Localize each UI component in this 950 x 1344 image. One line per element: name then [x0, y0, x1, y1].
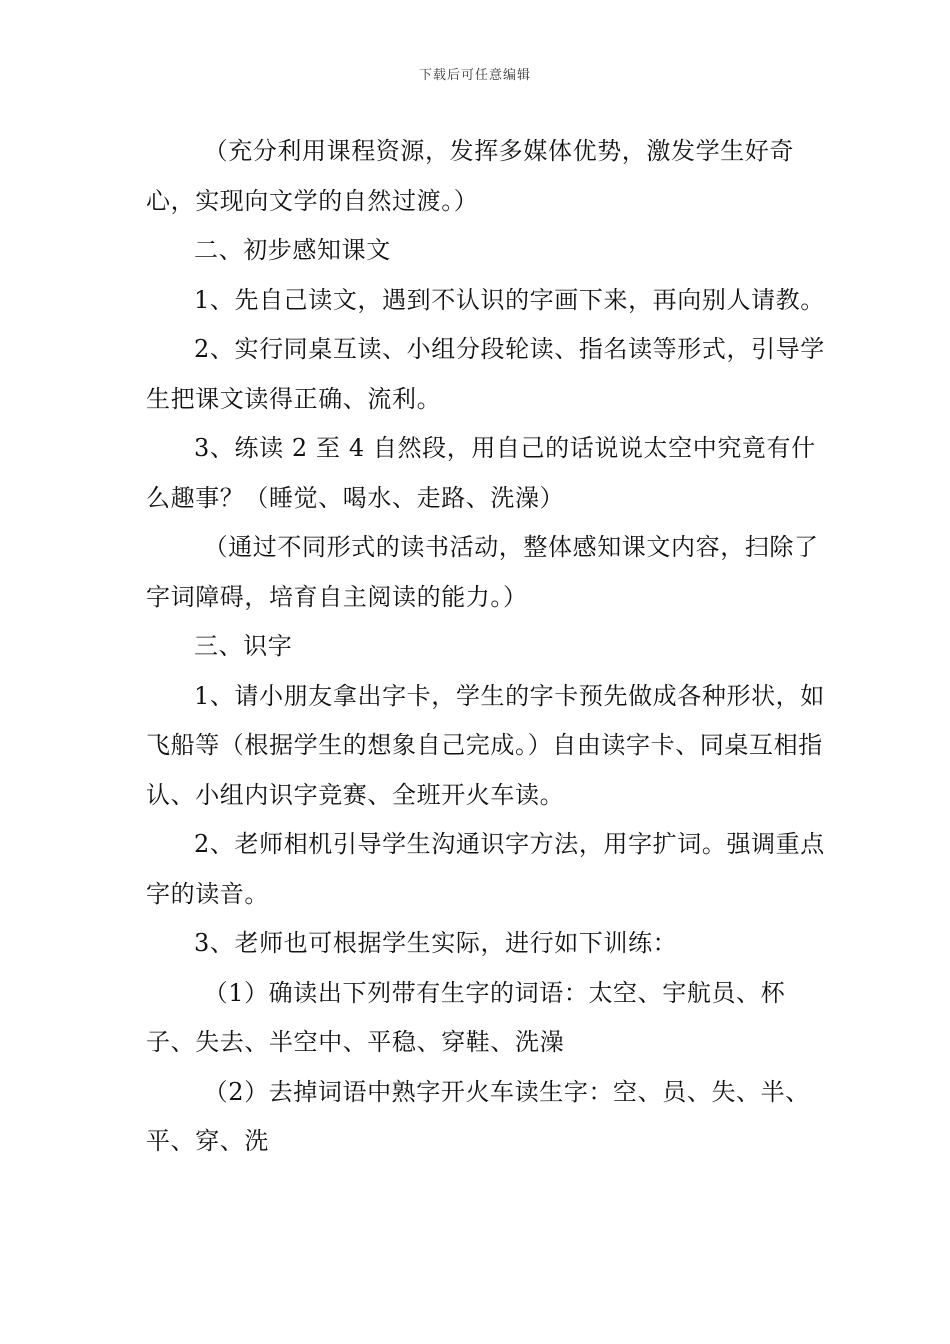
- paragraph-literacy-2: 2、老师相机引导学生沟通识字方法，用字扩词。强调重点字的读音。: [146, 830, 825, 908]
- section-heading-3: 三、识字: [194, 632, 293, 660]
- page-header: 下载后可任意编辑: [418, 68, 531, 83]
- paragraph-literacy-3: 3、老师也可根据学生实际，进行如下训练：: [194, 929, 678, 957]
- paragraph-item-2: 2、实行同桌互读、小组分段轮读、指名读等形式，引导学生把课文读得正确、流利。: [146, 335, 825, 413]
- paragraph-note-2: （通过不同形式的读书活动，整体感知课文内容，扫除了字词障碍，培育自主阅读的能力。）: [146, 533, 819, 611]
- paragraph-note-1: （充分利用课程资源，发挥多媒体优势，激发学生好奇心，实现向文学的自然过渡。）: [146, 137, 795, 215]
- paragraph-drill-2: （2）去掉词语中熟字开火车读生字：空、员、失、半、平、穿、洗: [146, 1077, 810, 1155]
- paragraph-literacy-1: 1、请小朋友拿出字卡，学生的字卡预先做成各种形状，如飞船等（根据学生的想象自己完成。）自由读字卡、同桌互相指认、小组内识字竞赛、全班开火车读。: [146, 681, 825, 809]
- paragraph-drill-1: （1）确读出下列带有生字的词语：太空、宇航员、杯子、失去、半空中、平稳、穿鞋、洗澡: [146, 978, 786, 1056]
- paragraph-item-1: 1、先自己读文，遇到不认识的字画下来，再向别人请教。: [194, 285, 825, 314]
- document-body: [146, 127, 826, 1167]
- paragraph-item-3: 3、练读 2 至 4 自然段，用自己的话说说太空中究竟有什么趣事？（睡觉、喝水、走路、洗澡）: [146, 434, 816, 512]
- section-heading-2: 二、初步感知课文: [194, 236, 391, 264]
